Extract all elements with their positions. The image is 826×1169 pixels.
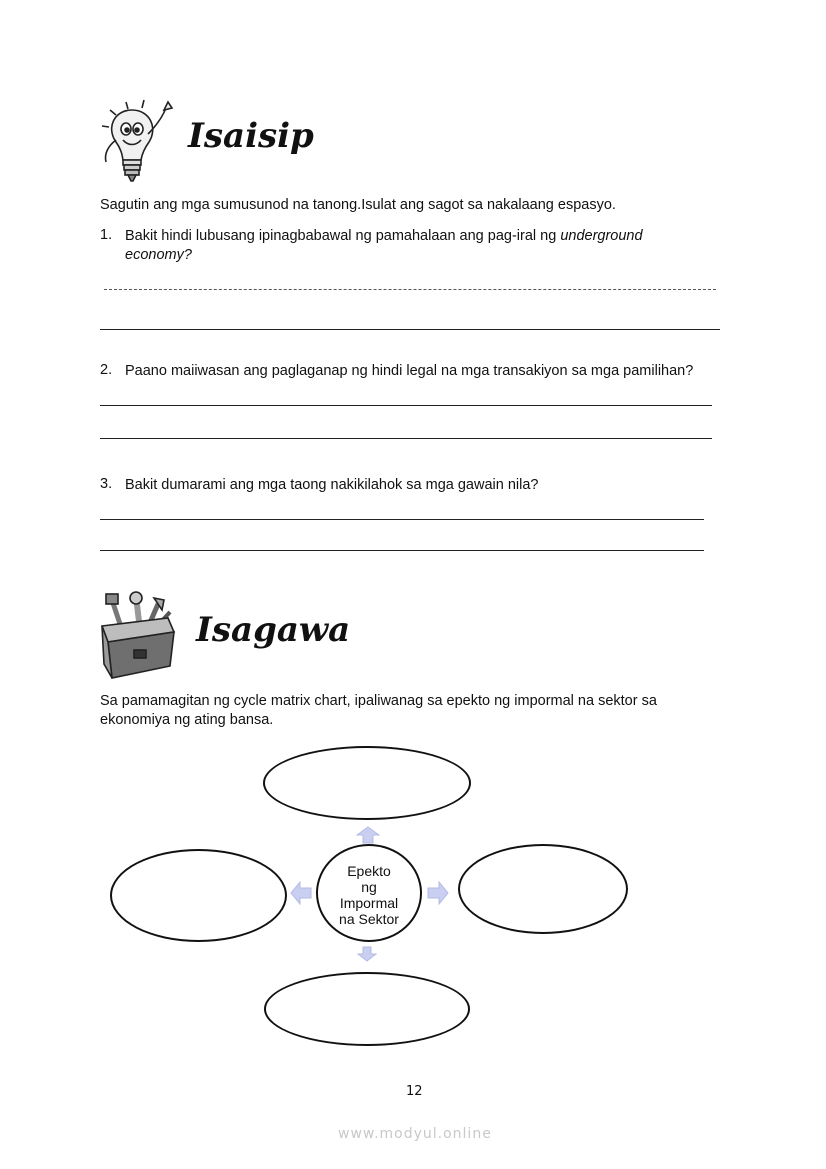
answer-line[interactable]: [104, 289, 716, 290]
answer-line[interactable]: [100, 519, 704, 520]
left-ellipse[interactable]: [110, 849, 287, 942]
arrow-left-icon: [290, 881, 312, 905]
question-number: 3.: [100, 476, 113, 492]
question-text: [125, 227, 705, 265]
center-label-line: ng: [361, 879, 377, 895]
answer-line[interactable]: [100, 550, 704, 551]
question-number: 2.: [100, 362, 113, 378]
watermark: www.modyul.online: [338, 1126, 492, 1142]
lightbulb-mascot-icon: [96, 96, 180, 188]
center-label-line: na Sektor: [339, 911, 399, 927]
answer-line[interactable]: [100, 329, 720, 330]
question-text-italic: underground economy?: [125, 228, 643, 263]
toolbox-icon: [98, 590, 178, 680]
arrow-up-icon: [356, 826, 380, 844]
center-label: [318, 863, 420, 927]
instruction-text: Sa pamamagitan ng cycle matrix chart, ipaliwanag sa epekto ng impormal na sektor sa ekonomiya ng ating bansa.: [100, 693, 657, 728]
instruction-text: Sagutin ang mga sumusunod na tanong.Isulat ang sagot sa nakalaang espasyo.: [100, 197, 616, 213]
question-number: 1.: [100, 227, 113, 243]
answer-line[interactable]: [100, 405, 712, 406]
section-heading-isagawa: Isagawa: [196, 610, 351, 650]
arrow-down-icon: [357, 946, 377, 962]
arrow-right-icon: [427, 881, 449, 905]
question-text: Paano maiiwasan ang paglaganap ng hindi legal na mga transakiyon sa mga pamilihan?: [125, 363, 694, 379]
question-text-main: Bakit hindi lubusang ipinagbabawal ng pamahalaan ang pag-iral ng: [125, 228, 561, 244]
center-label-line: Epekto: [347, 863, 391, 879]
top-ellipse[interactable]: [263, 746, 471, 820]
right-ellipse[interactable]: [458, 844, 628, 934]
bottom-ellipse[interactable]: [264, 972, 470, 1046]
page-number: 12: [406, 1084, 423, 1099]
question-text: Bakit dumarami ang mga taong nakikilahok sa mga gawain nila?: [125, 477, 539, 493]
section-heading-isaisip: Isaisip: [188, 116, 314, 156]
answer-line[interactable]: [100, 438, 712, 439]
center-label-line: Impormal: [339, 895, 399, 911]
